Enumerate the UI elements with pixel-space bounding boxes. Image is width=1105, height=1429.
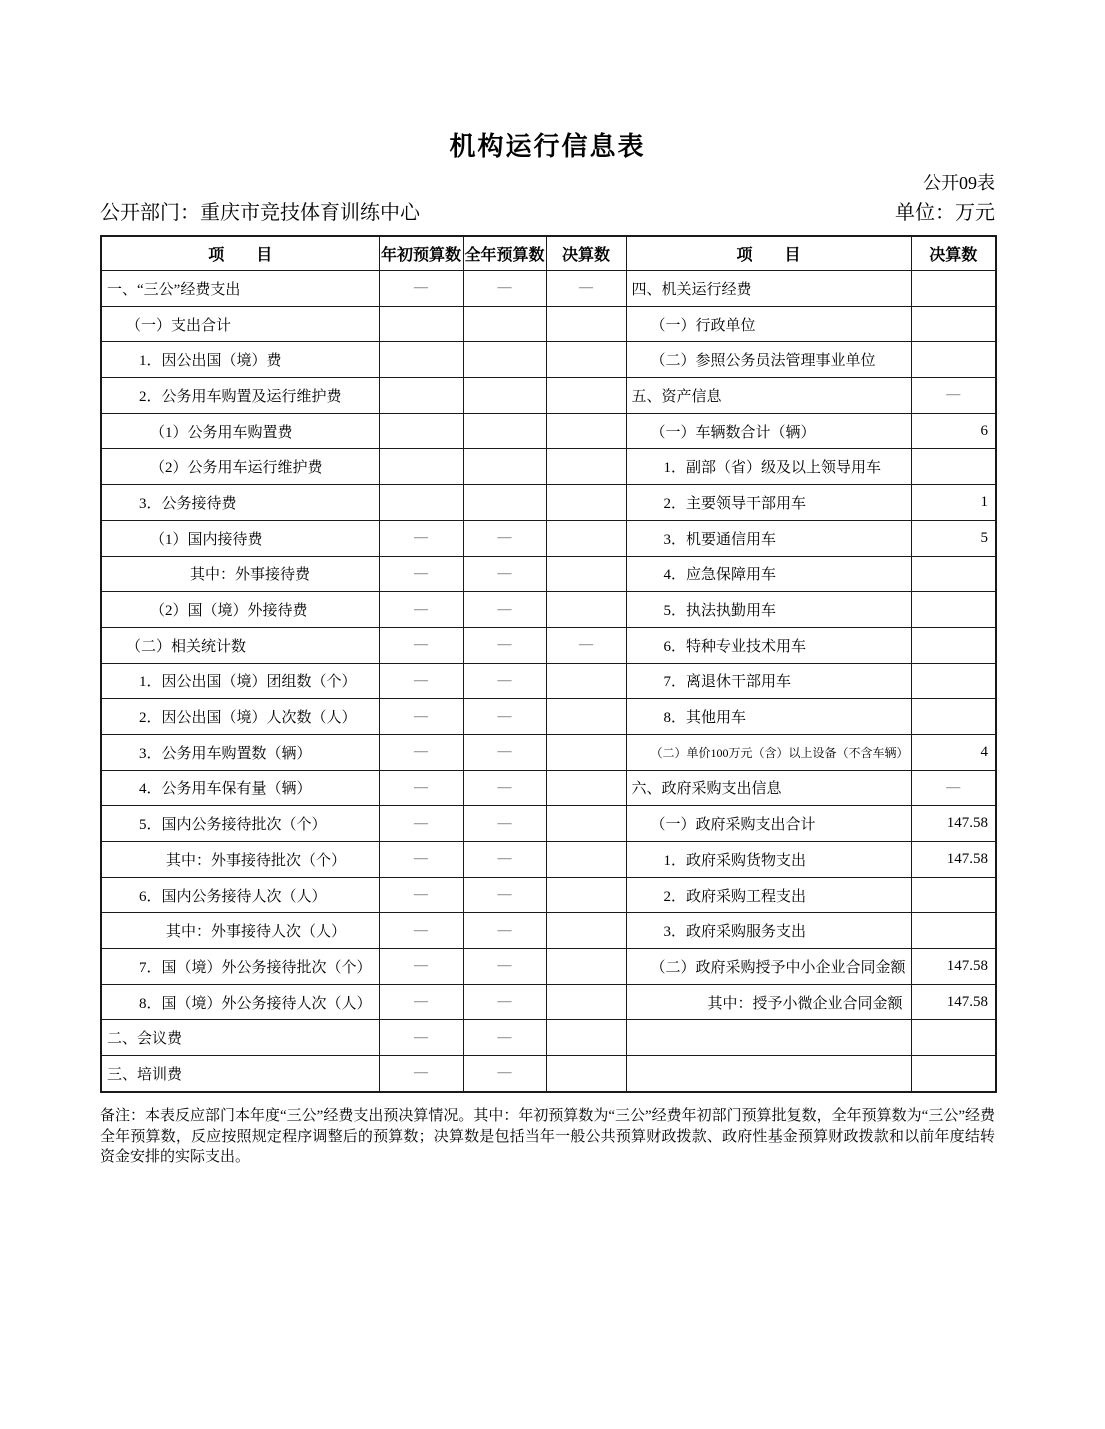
item-cell-left: 一、“三公”经费支出 <box>101 271 379 307</box>
value-cell-4: — <box>911 770 996 806</box>
value-cell-2: — <box>463 1056 546 1092</box>
value-cell-3 <box>546 949 626 985</box>
value-cell-4: 147.58 <box>911 949 996 985</box>
table-row <box>101 806 996 842</box>
item-cell-left: 2．因公出国（境）人次数（人） <box>101 699 379 735</box>
value-cell-3 <box>546 842 626 878</box>
value-cell-3 <box>546 1056 626 1092</box>
item-cell-right: 3．政府采购服务支出 <box>626 913 911 949</box>
value-cell-2 <box>463 378 546 414</box>
value-cell-3 <box>546 485 626 521</box>
value-cell-1 <box>379 378 463 414</box>
item-cell-right: 1．政府采购货物支出 <box>626 842 911 878</box>
item-cell-right: （一）行政单位 <box>626 306 911 342</box>
item-cell-right: （一）政府采购支出合计 <box>626 806 911 842</box>
value-cell-2: — <box>463 663 546 699</box>
item-cell-left: 二、会议费 <box>101 1020 379 1056</box>
item-cell-left: 5．国内公务接待批次（个） <box>101 806 379 842</box>
value-cell-4: — <box>911 378 996 414</box>
value-cell-4 <box>911 1056 996 1092</box>
item-cell-left: 4．公务用车保有量（辆） <box>101 770 379 806</box>
value-cell-4 <box>911 592 996 628</box>
item-cell-left: （二）相关统计数 <box>101 627 379 663</box>
value-cell-1 <box>379 449 463 485</box>
budget-table <box>100 235 997 1093</box>
table-row <box>101 592 996 628</box>
item-cell-left: （1）公务用车购置费 <box>101 413 379 449</box>
item-cell-left: （2）公务用车运行维护费 <box>101 449 379 485</box>
value-cell-2 <box>463 306 546 342</box>
value-cell-2: — <box>463 627 546 663</box>
value-cell-1: — <box>379 842 463 878</box>
value-cell-2 <box>463 485 546 521</box>
item-cell-right: 六、政府采购支出信息 <box>626 770 911 806</box>
value-cell-1: — <box>379 734 463 770</box>
value-cell-1: — <box>379 592 463 628</box>
table-row <box>101 449 996 485</box>
header-initial-budget: 年初预算数 <box>379 236 463 271</box>
item-cell-right <box>626 1020 911 1056</box>
value-cell-2: — <box>463 556 546 592</box>
value-cell-3 <box>546 520 626 556</box>
value-cell-3 <box>546 877 626 913</box>
value-cell-2: — <box>463 1020 546 1056</box>
table-row <box>101 413 996 449</box>
value-cell-3 <box>546 770 626 806</box>
item-cell-left: 1．因公出国（境）费 <box>101 342 379 378</box>
value-cell-2: — <box>463 806 546 842</box>
header-final-right: 决算数 <box>911 236 996 271</box>
table-row <box>101 984 996 1020</box>
value-cell-1: — <box>379 770 463 806</box>
item-cell-left: 6．国内公务接待人次（人） <box>101 877 379 913</box>
table-row <box>101 306 996 342</box>
unit-label: 单位：万元 <box>895 202 995 224</box>
value-cell-2 <box>463 342 546 378</box>
value-cell-1 <box>379 413 463 449</box>
value-cell-2: — <box>463 271 546 307</box>
value-cell-3 <box>546 806 626 842</box>
value-cell-3 <box>546 592 626 628</box>
value-cell-2 <box>463 449 546 485</box>
item-cell-right: 五、资产信息 <box>626 378 911 414</box>
item-cell-right: （二）参照公务员法管理事业单位 <box>626 342 911 378</box>
table-row <box>101 556 996 592</box>
item-cell-left: （2）国（境）外接待费 <box>101 592 379 628</box>
item-cell-right: 2．政府采购工程支出 <box>626 877 911 913</box>
item-cell-left: 7．国（境）外公务接待批次（个） <box>101 949 379 985</box>
item-cell-right: 8．其他用车 <box>626 699 911 735</box>
value-cell-1: — <box>379 699 463 735</box>
table-body <box>101 271 996 1092</box>
value-cell-2: — <box>463 734 546 770</box>
value-cell-4 <box>911 663 996 699</box>
value-cell-2: — <box>463 592 546 628</box>
department-label: 公开部门：重庆市竞技体育训练中心 <box>100 202 420 224</box>
item-cell-left: 三、培训费 <box>101 1056 379 1092</box>
value-cell-3 <box>546 913 626 949</box>
value-cell-4 <box>911 271 996 307</box>
item-cell-left: 1．因公出国（境）团组数（个） <box>101 663 379 699</box>
value-cell-4 <box>911 449 996 485</box>
value-cell-3 <box>546 306 626 342</box>
item-cell-left: 其中：外事接待批次（个） <box>101 842 379 878</box>
value-cell-3 <box>546 663 626 699</box>
table-header-row <box>101 236 996 271</box>
value-cell-2: — <box>463 699 546 735</box>
item-cell-left: （一）支出合计 <box>101 306 379 342</box>
table-row <box>101 663 996 699</box>
value-cell-3 <box>546 1020 626 1056</box>
value-cell-3 <box>546 556 626 592</box>
value-cell-4 <box>911 699 996 735</box>
item-cell-right: 2．主要领导干部用车 <box>626 485 911 521</box>
value-cell-1: — <box>379 556 463 592</box>
table-row <box>101 949 996 985</box>
table-row <box>101 913 996 949</box>
item-cell-left: 8．国（境）外公务接待人次（人） <box>101 984 379 1020</box>
table-row <box>101 1056 996 1092</box>
item-cell-right: 四、机关运行经费 <box>626 271 911 307</box>
item-cell-right: （一）车辆数合计（辆） <box>626 413 911 449</box>
value-cell-3 <box>546 699 626 735</box>
value-cell-1: — <box>379 877 463 913</box>
value-cell-3 <box>546 378 626 414</box>
value-cell-1: — <box>379 806 463 842</box>
item-cell-right: 4．应急保障用车 <box>626 556 911 592</box>
value-cell-3: — <box>546 627 626 663</box>
value-cell-2 <box>463 413 546 449</box>
value-cell-4: 6 <box>911 413 996 449</box>
value-cell-4: 147.58 <box>911 806 996 842</box>
table-row <box>101 342 996 378</box>
item-cell-right: 7．离退休干部用车 <box>626 663 911 699</box>
value-cell-3: — <box>546 271 626 307</box>
header-final-left: 决算数 <box>546 236 626 271</box>
value-cell-3 <box>546 734 626 770</box>
value-cell-4 <box>911 913 996 949</box>
value-cell-1: — <box>379 913 463 949</box>
table-row <box>101 520 996 556</box>
value-cell-1: — <box>379 1056 463 1092</box>
item-cell-right <box>626 1056 911 1092</box>
header-item-left: 项 目 <box>101 236 379 271</box>
table-row <box>101 485 996 521</box>
item-cell-right: 3．机要通信用车 <box>626 520 911 556</box>
value-cell-1: — <box>379 984 463 1020</box>
value-cell-2: — <box>463 913 546 949</box>
value-cell-4: 4 <box>911 734 996 770</box>
item-cell-left: 其中：外事接待人次（人） <box>101 913 379 949</box>
table-code: 公开09表 <box>923 173 995 193</box>
table-row <box>101 627 996 663</box>
value-cell-4 <box>911 627 996 663</box>
value-cell-4 <box>911 556 996 592</box>
item-cell-left: 2．公务用车购置及运行维护费 <box>101 378 379 414</box>
item-cell-right: 其中：授予小微企业合同金额 <box>626 984 911 1020</box>
value-cell-1: — <box>379 1020 463 1056</box>
header-item-right: 项 目 <box>626 236 911 271</box>
value-cell-3 <box>546 342 626 378</box>
value-cell-1: — <box>379 663 463 699</box>
table-row <box>101 699 996 735</box>
value-cell-4 <box>911 342 996 378</box>
table-row <box>101 734 996 770</box>
table-row <box>101 770 996 806</box>
value-cell-1 <box>379 485 463 521</box>
value-cell-2: — <box>463 842 546 878</box>
value-cell-3 <box>546 984 626 1020</box>
item-cell-right: 6．特种专业技术用车 <box>626 627 911 663</box>
value-cell-2: — <box>463 877 546 913</box>
value-cell-2: — <box>463 770 546 806</box>
table-row <box>101 877 996 913</box>
item-cell-left: 3．公务接待费 <box>101 485 379 521</box>
value-cell-3 <box>546 413 626 449</box>
header-annual-budget: 全年预算数 <box>463 236 546 271</box>
value-cell-2: — <box>463 949 546 985</box>
value-cell-4 <box>911 1020 996 1056</box>
value-cell-1 <box>379 342 463 378</box>
item-cell-right: 1．副部（省）级及以上领导用车 <box>626 449 911 485</box>
value-cell-4 <box>911 877 996 913</box>
value-cell-4 <box>911 306 996 342</box>
value-cell-1: — <box>379 271 463 307</box>
item-cell-left: （1）国内接待费 <box>101 520 379 556</box>
value-cell-4: 147.58 <box>911 984 996 1020</box>
table-row <box>101 1020 996 1056</box>
value-cell-4: 1 <box>911 485 996 521</box>
table-row <box>101 842 996 878</box>
item-cell-right: （二）单价100万元（含）以上设备（不含车辆） <box>626 734 911 770</box>
note-text: 备注：本表反应部门本年度“三公”经费支出预决算情况。其中：年初预算数为“三公”经费年初部门预算批复数，全年预算数为“三公”经费全年预算数，反应按照规定程序调整后的预算数；决算数是包括当年一般公共预算财政拨款、政府性基金预算财政拨款和以前年度结转资金安排的实际支出。 <box>100 1107 995 1166</box>
value-cell-1 <box>379 306 463 342</box>
table-row <box>101 378 996 414</box>
value-cell-3 <box>546 449 626 485</box>
value-cell-4: 147.58 <box>911 842 996 878</box>
item-cell-right: 5．执法执勤用车 <box>626 592 911 628</box>
table-row <box>101 271 996 307</box>
value-cell-4: 5 <box>911 520 996 556</box>
value-cell-1: — <box>379 949 463 985</box>
value-cell-1: — <box>379 520 463 556</box>
value-cell-2: — <box>463 984 546 1020</box>
item-cell-right: （二）政府采购授予中小企业合同金额 <box>626 949 911 985</box>
item-cell-left: 其中：外事接待费 <box>101 556 379 592</box>
meta-row <box>100 200 995 226</box>
item-cell-left: 3．公务用车购置数（辆） <box>101 734 379 770</box>
page-title: 机构运行信息表 <box>449 131 646 161</box>
value-cell-1: — <box>379 627 463 663</box>
value-cell-2: — <box>463 520 546 556</box>
